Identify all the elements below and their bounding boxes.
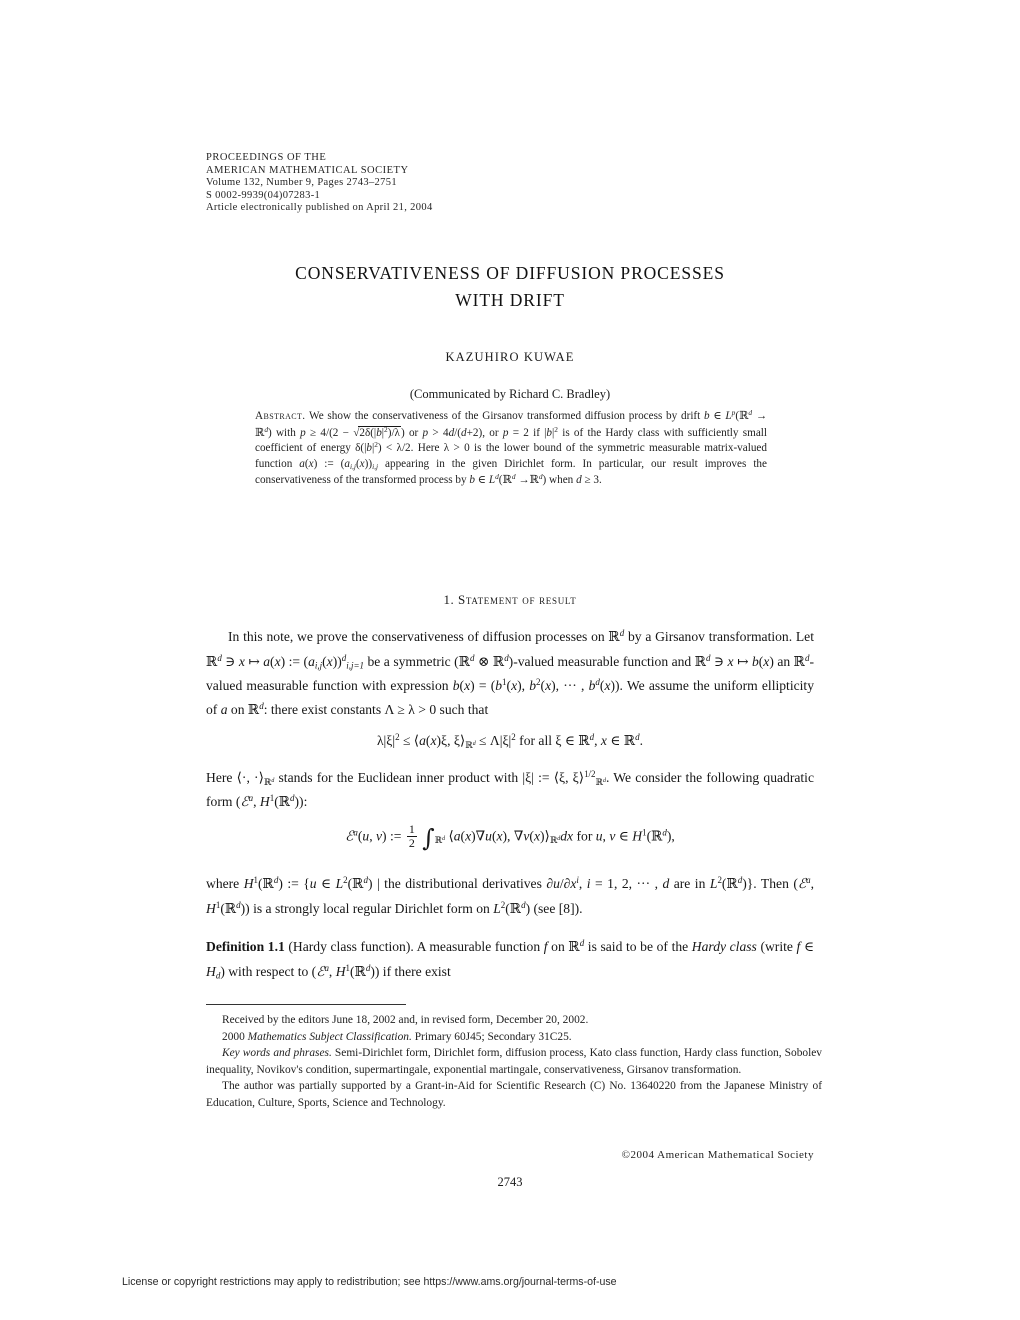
section-title: Statement of result [458, 592, 577, 607]
msc-year: 2000 [222, 1030, 245, 1043]
msc-label: Mathematics Subject Classification. [247, 1030, 412, 1043]
footnote-received: Received by the editors June 18, 2002 and, in revised form, December 20, 2002. [222, 1014, 589, 1026]
page-number: 2743 [497, 1175, 523, 1189]
footnote-grant: The author was partially supported by a Grant-in-Aid for Scientific Research (C) No. 13640220 from the Japanese Ministry of Education, Culture, Sports, Science and Technology. [206, 1080, 822, 1109]
author-name: KAZUHIRO KUWAE [445, 350, 575, 364]
section-heading [206, 592, 814, 608]
footnote-block [206, 1012, 822, 1112]
definition-label: Definition 1.1 [206, 939, 285, 954]
masthead-article-id: S 0002-9939(04)07283-1 [206, 189, 321, 201]
footnote-keywords [206, 1045, 822, 1078]
page-title [206, 260, 814, 314]
copyright-notice: ©2004 American Mathematical Society [621, 1149, 814, 1161]
communicated-by: (Communicated by Richard C. Bradley) [409, 387, 611, 401]
footnote-msc [206, 1029, 822, 1046]
license-notice: License or copyright restrictions may apply to redistribution; see https://www.ams.org/journal-terms-of-use [122, 1276, 617, 1288]
definition-1-1: Definition 1.1 (Hardy class function). A measurable function f on ℝ$^d$ is said to be of the Hardy class (write f ∈ $H_d$) with respect to (ℰ$^a$, $H^1(ℝ^d)$) if there exist [206, 938, 815, 980]
abstract-label: Abstract. [255, 410, 306, 422]
title-line-2: WITH DRIFT [455, 289, 565, 310]
definition-title: (Hardy class function). [288, 939, 414, 954]
footnote-rule [206, 1004, 406, 1005]
masthead-line-1: PROCEEDINGS OF THE [206, 152, 327, 163]
body-paragraph-1: In this note, we prove the conservativeness of diffusion processes on ℝ$^d$ by a Girsanov transformation. Let ℝ$^d$ ∋ x ↦ a(x) := $(a_{i,j}(x))^d_{i,j=1}$ be a symmetric (ℝ$^d$ ⊗ ℝ$^d$)-valued measurable function and ℝ$^d$ ∋ x ↦ b(x) an ℝ$^d$-valued measurable function with expression $b(x) = (b^1(x)$, $b^2(x)$, ··· , $b^d(x)$). We assume the uniform ellipticity of a on ℝ$^d$: there exist constants Λ ≥ λ > 0 such that [206, 628, 814, 718]
masthead-line-2: AMERICAN MATHEMATICAL SOCIETY [206, 164, 409, 176]
title-line-1: CONSERVATIVENESS OF DIFFUSION PROCESSES [295, 262, 725, 283]
display-equation-1: $\lambda|\xi|^2$ ≤ ⟨a(x)ξ, $\xi⟩_{ℝ^d} \le \Lambda|\xi|^2$ for all ξ ∈ ℝ$^d$, x ∈ ℝ$^d$. [376, 732, 644, 751]
keywords-label: Key words and phrases. [222, 1047, 332, 1060]
masthead-volume-info: Volume 132, Number 9, Pages 2743–2751 [206, 177, 397, 189]
section-number: 1. [443, 592, 455, 607]
body-paragraph-2: Here ⟨·, $\cdot⟩_{ℝ^d}$ stands for the Euclidean inner product with |ξ| := ⟨ξ, ξ⟩$^{1/2}_{ℝ^d}$. We consider the following quadratic form (ℰ$^a$, $H^1(ℝ^d)$): [206, 769, 814, 810]
journal-masthead [206, 152, 806, 215]
abstract-block [255, 408, 767, 489]
masthead-publication-date: Article electronically published on April 21, 2004 [206, 202, 433, 214]
keywords-value: Semi-Dirichlet form, Dirichlet form, diffusion process, Kato class function, Hardy class function, Sobolev inequality, Novikov's condition, supermartingale, exponential martingale, conservativeness, Girsanov transformation. [206, 1047, 823, 1076]
msc-value: Primary 60J45; Secondary 31C25. [414, 1030, 572, 1043]
abstract-text: We show the conservativeness of the Girsanov transformed diffusion process by drift b ∈ $L^p(ℝ^d$ → ℝ$^d$) with $p \ge 4/(2 - √2\delta(|b|^2)/\lambda)$ or p > 4d/(d+2), or p = 2 if $|b|^2$ is of the Hardy class with sufficiently small coefficient of energy $\delta(|b|^2) < \lambda/2$. Here λ > 0 is the lower bound of the symmetric measurable matrix-valued function a(x) := $(a_{i,j}(x))_{i,j}$ appearing in the given Dirichlet form. In particular, our result improves the conservativeness of the transformed process by b ∈ $L^d(ℝ^d$ →ℝ$^d$) when d ≥ 3. [255, 407, 767, 487]
display-equation-2: ℰ$^a$(u, v) := $\frac{1}{2}$ $\int_{ℝ^d}$ ⟨a(x)∇u(x), $\nabla v(x)⟩_{ℝ^d}dx$ for u, v ∈ $H^1(ℝ^d)$, [345, 822, 675, 852]
body-paragraph-3: where $H^1(ℝ^d)$ := {u ∈ $L^2(ℝ^d)$ | the distributional derivatives $\partial u/\partial x^i$, i = 1, 2, ··· , d are in $L^2(ℝ^d)$}. Then (ℰ$^a$, $H^1(ℝ^d)$) is a strongly local regular Dirichlet form on $L^2(ℝ^d)$ (see [8]). [206, 875, 814, 917]
